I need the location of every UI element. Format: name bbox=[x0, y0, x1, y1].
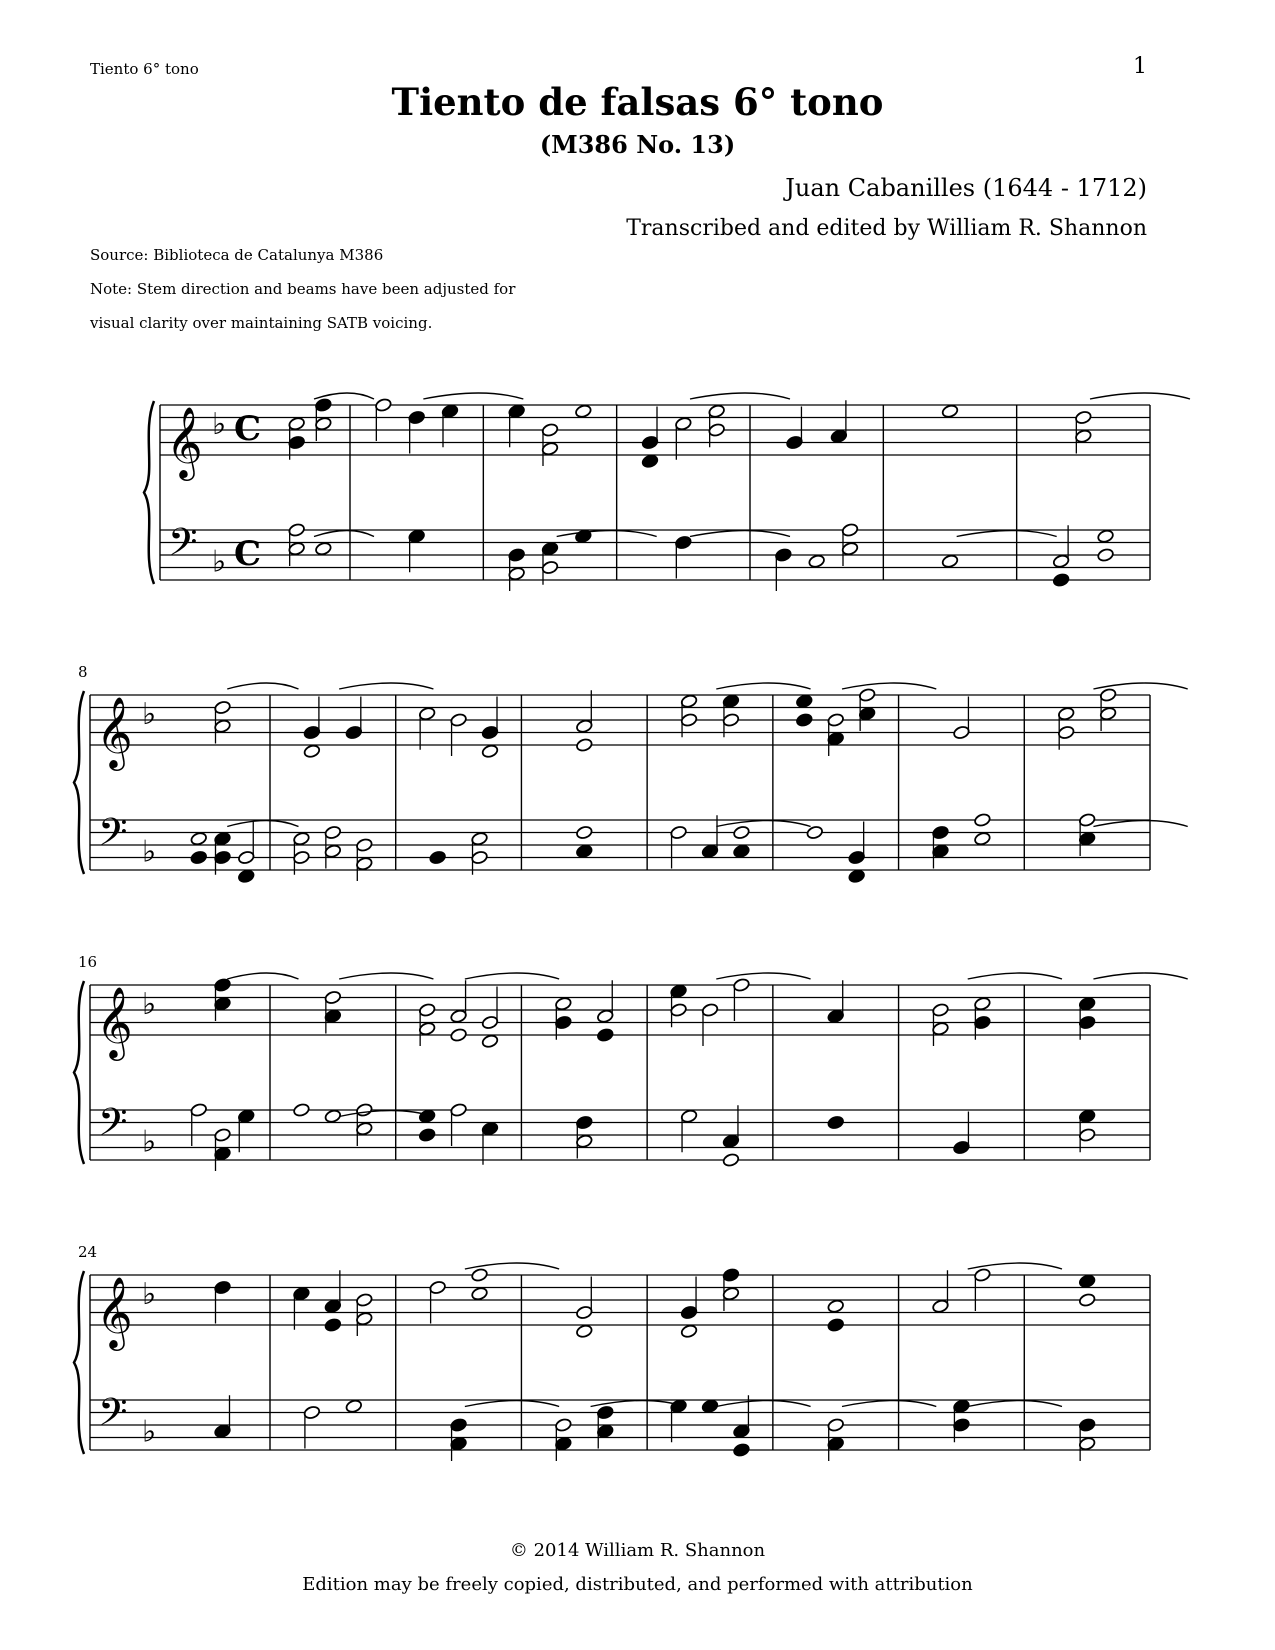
tie bbox=[227, 821, 298, 827]
treble-note bbox=[555, 996, 573, 1011]
treble-note bbox=[418, 1021, 436, 1036]
bass-note bbox=[508, 548, 526, 563]
treble-note bbox=[596, 1009, 614, 1024]
bass-note bbox=[733, 844, 751, 859]
tie bbox=[1093, 821, 1187, 827]
key-signature-flat: ♭ bbox=[142, 1276, 157, 1312]
treble-note bbox=[418, 706, 436, 721]
treble-note bbox=[680, 1305, 698, 1320]
treble-note bbox=[541, 441, 559, 456]
treble-note bbox=[293, 1286, 311, 1301]
bass-note bbox=[575, 1115, 593, 1130]
copyright: © 2014 William R. Shannon bbox=[509, 1540, 766, 1561]
bass-note bbox=[214, 1128, 232, 1143]
key-signature-flat: ♭ bbox=[212, 406, 227, 442]
treble-note bbox=[722, 694, 740, 709]
bass-note bbox=[733, 1424, 751, 1439]
tie bbox=[423, 393, 523, 399]
bass-note bbox=[408, 529, 426, 544]
treble-note bbox=[953, 725, 971, 740]
bass-note bbox=[214, 850, 232, 865]
treble-note bbox=[575, 738, 593, 753]
treble-note bbox=[1078, 1015, 1096, 1030]
treble-note bbox=[315, 398, 333, 413]
bass-note bbox=[1078, 1109, 1096, 1124]
bass-note bbox=[575, 844, 593, 859]
treble-clef: 𝄞 bbox=[96, 1275, 133, 1348]
treble-note bbox=[1075, 429, 1093, 444]
treble-note bbox=[324, 1009, 342, 1024]
bass-note bbox=[508, 566, 526, 581]
treble-note bbox=[827, 1318, 845, 1333]
treble-note bbox=[324, 1318, 342, 1333]
treble-note bbox=[827, 1299, 845, 1314]
treble-note bbox=[481, 1034, 499, 1049]
bass-note bbox=[670, 825, 688, 840]
treble-note bbox=[441, 404, 459, 419]
treble-note bbox=[575, 404, 593, 419]
tie bbox=[465, 1263, 559, 1269]
treble-note bbox=[733, 978, 751, 993]
bass-note bbox=[670, 1399, 688, 1414]
arranger: Transcribed and edited by William R. Shannon bbox=[626, 216, 1147, 241]
treble-note bbox=[214, 996, 232, 1011]
treble-note bbox=[670, 1003, 688, 1018]
bass-note bbox=[1078, 813, 1096, 828]
bass-note bbox=[450, 1418, 468, 1433]
treble-note bbox=[1057, 725, 1075, 740]
treble-note bbox=[827, 713, 845, 728]
bass-note bbox=[541, 560, 559, 575]
tie bbox=[968, 973, 1062, 979]
bass-clef: 𝄢 bbox=[98, 1389, 128, 1444]
system-brace bbox=[144, 401, 154, 584]
source-note: Source: Biblioteca de Catalunya M386 bbox=[90, 246, 384, 264]
bass-note bbox=[932, 844, 950, 859]
treble-note bbox=[786, 435, 804, 450]
bass-note bbox=[722, 1134, 740, 1149]
page-number: 1 bbox=[1133, 54, 1147, 79]
key-signature-flat: ♭ bbox=[142, 1414, 157, 1450]
treble-note bbox=[1057, 706, 1075, 721]
bass-note bbox=[345, 1399, 363, 1414]
tie bbox=[339, 973, 433, 979]
bass-note bbox=[303, 1405, 321, 1420]
treble-note bbox=[408, 410, 426, 425]
treble-note bbox=[450, 1028, 468, 1043]
bass-note bbox=[190, 850, 208, 865]
system-brace bbox=[74, 981, 84, 1164]
bass-note bbox=[680, 1109, 698, 1124]
tie bbox=[314, 393, 374, 399]
bass-note bbox=[237, 1109, 255, 1124]
bass-note bbox=[481, 1121, 499, 1136]
treble-note bbox=[795, 694, 813, 709]
tie bbox=[557, 531, 657, 537]
bass-note bbox=[293, 850, 311, 865]
system-brace bbox=[74, 1271, 84, 1454]
tie bbox=[591, 1401, 685, 1407]
treble-clef: 𝄞 bbox=[166, 405, 203, 478]
bass-note bbox=[418, 1109, 436, 1124]
treble-note bbox=[288, 416, 306, 431]
bass-note bbox=[293, 831, 311, 846]
tie bbox=[842, 683, 936, 689]
bass-note bbox=[675, 535, 693, 550]
treble-note bbox=[1099, 706, 1117, 721]
treble-note bbox=[722, 1286, 740, 1301]
treble-note bbox=[303, 725, 321, 740]
bass-note bbox=[1078, 1418, 1096, 1433]
tie bbox=[339, 683, 433, 689]
bass-note bbox=[953, 1418, 971, 1433]
tie bbox=[1090, 393, 1190, 399]
bass-note bbox=[1052, 573, 1070, 588]
bass-note bbox=[355, 838, 373, 853]
key-signature-flat: ♭ bbox=[212, 544, 227, 580]
bass-note bbox=[848, 850, 866, 865]
bass-note bbox=[596, 1405, 614, 1420]
time-signature: C bbox=[234, 534, 262, 574]
tie bbox=[690, 531, 790, 537]
treble-note bbox=[575, 1305, 593, 1320]
treble-note bbox=[941, 404, 959, 419]
bass-note bbox=[974, 813, 992, 828]
bass-note bbox=[1097, 529, 1115, 544]
treble-note bbox=[827, 731, 845, 746]
bass-note bbox=[355, 856, 373, 871]
treble-note bbox=[355, 1311, 373, 1326]
bass-note bbox=[596, 1424, 614, 1439]
bass-note bbox=[555, 1418, 573, 1433]
treble-note bbox=[288, 435, 306, 450]
tie bbox=[716, 683, 810, 689]
bass-note bbox=[806, 825, 824, 840]
treble-note bbox=[345, 725, 363, 740]
piece-subtitle: (M386 No. 13) bbox=[539, 130, 736, 159]
treble-note bbox=[214, 719, 232, 734]
bass-note bbox=[848, 869, 866, 884]
treble-note bbox=[555, 1015, 573, 1030]
tie bbox=[227, 973, 298, 979]
treble-note bbox=[827, 1009, 845, 1024]
tie bbox=[314, 531, 374, 537]
bass-note bbox=[293, 1103, 311, 1118]
bass-note bbox=[190, 831, 208, 846]
treble-note bbox=[641, 454, 659, 469]
treble-note bbox=[471, 1286, 489, 1301]
tie bbox=[1093, 973, 1187, 979]
tie bbox=[842, 1401, 936, 1407]
tie bbox=[957, 531, 1057, 537]
piece-title: Tiento de falsas 6° tono bbox=[391, 80, 884, 124]
bass-note bbox=[1078, 831, 1096, 846]
bass-note bbox=[214, 831, 232, 846]
bass-note bbox=[733, 825, 751, 840]
treble-note bbox=[481, 1015, 499, 1030]
measure-number: 24 bbox=[78, 1243, 98, 1261]
tie bbox=[968, 1401, 1062, 1407]
treble-note bbox=[722, 713, 740, 728]
bass-note bbox=[471, 850, 489, 865]
treble-note bbox=[641, 435, 659, 450]
tie bbox=[716, 973, 810, 979]
bass-note bbox=[575, 825, 593, 840]
license-notice: Edition may be freely copied, distributed, and performed with attribution bbox=[302, 1574, 973, 1595]
treble-note bbox=[932, 1299, 950, 1314]
bass-note bbox=[701, 844, 719, 859]
bass-note bbox=[841, 541, 859, 556]
treble-note bbox=[575, 719, 593, 734]
bass-clef: 𝄢 bbox=[98, 1099, 128, 1154]
treble-note bbox=[858, 688, 876, 703]
treble-note bbox=[508, 404, 526, 419]
system-brace bbox=[74, 691, 84, 874]
treble-note bbox=[701, 1003, 719, 1018]
treble-note bbox=[471, 1268, 489, 1283]
editorial-note-line-2: visual clarity over maintaining SATB voicing. bbox=[90, 314, 433, 332]
treble-note bbox=[974, 996, 992, 1011]
bass-note bbox=[827, 1418, 845, 1433]
bass-note bbox=[324, 1109, 342, 1124]
tie bbox=[227, 683, 298, 689]
treble-note bbox=[1078, 1274, 1096, 1289]
bass-note bbox=[541, 541, 559, 556]
treble-note bbox=[680, 694, 698, 709]
bass-note bbox=[941, 554, 959, 569]
treble-note bbox=[481, 744, 499, 759]
bass-note bbox=[953, 1399, 971, 1414]
tie bbox=[690, 393, 790, 399]
bass-note bbox=[214, 1424, 232, 1439]
treble-note bbox=[680, 1324, 698, 1339]
bass-note bbox=[237, 869, 255, 884]
bass-note bbox=[190, 1103, 208, 1118]
treble-note bbox=[355, 1293, 373, 1308]
treble-note bbox=[974, 1268, 992, 1283]
bass-note bbox=[775, 548, 793, 563]
bass-note bbox=[722, 1153, 740, 1168]
treble-note bbox=[1078, 996, 1096, 1011]
treble-note bbox=[858, 706, 876, 721]
bass-note bbox=[932, 825, 950, 840]
tie bbox=[716, 1401, 810, 1407]
bass-note bbox=[324, 844, 342, 859]
bass-note bbox=[355, 1121, 373, 1136]
bass-note bbox=[288, 541, 306, 556]
treble-note bbox=[324, 1299, 342, 1314]
treble-note bbox=[481, 725, 499, 740]
bass-note bbox=[575, 1134, 593, 1149]
bass-note bbox=[288, 523, 306, 538]
bass-note bbox=[1078, 1436, 1096, 1451]
measure-number: 16 bbox=[78, 953, 98, 971]
treble-note bbox=[1078, 1293, 1096, 1308]
treble-note bbox=[214, 1280, 232, 1295]
bass-note bbox=[237, 850, 255, 865]
treble-note bbox=[429, 1280, 447, 1295]
treble-note bbox=[830, 429, 848, 444]
bass-note bbox=[324, 825, 342, 840]
measure-number: 8 bbox=[78, 663, 88, 681]
bass-note bbox=[701, 1399, 719, 1414]
editorial-note-line-1: Note: Stem direction and beams have been adjusted for bbox=[90, 280, 516, 298]
treble-note bbox=[974, 1015, 992, 1030]
bass-clef: 𝄢 bbox=[98, 809, 128, 864]
bass-note bbox=[733, 1443, 751, 1458]
tie bbox=[716, 821, 810, 827]
treble-note bbox=[324, 990, 342, 1005]
treble-note bbox=[1075, 410, 1093, 425]
bass-note bbox=[450, 1436, 468, 1451]
treble-note bbox=[795, 713, 813, 728]
key-signature-flat: ♭ bbox=[142, 834, 157, 870]
treble-note bbox=[708, 423, 726, 438]
bass-note bbox=[974, 831, 992, 846]
tie bbox=[465, 973, 559, 979]
treble-note bbox=[722, 1268, 740, 1283]
treble-note bbox=[450, 1009, 468, 1024]
bass-note bbox=[1078, 1128, 1096, 1143]
time-signature: C bbox=[234, 409, 262, 449]
bass-note bbox=[315, 541, 333, 556]
bass-note bbox=[841, 523, 859, 538]
treble-note bbox=[541, 423, 559, 438]
key-signature-flat: ♭ bbox=[142, 696, 157, 732]
running-header: Tiento 6° tono bbox=[90, 60, 199, 78]
bass-note bbox=[555, 1436, 573, 1451]
bass-note bbox=[429, 850, 447, 865]
treble-note bbox=[708, 404, 726, 419]
treble-note bbox=[303, 744, 321, 759]
bass-note bbox=[1097, 548, 1115, 563]
treble-clef: 𝄞 bbox=[96, 695, 133, 768]
bass-note bbox=[808, 554, 826, 569]
tie bbox=[465, 1401, 559, 1407]
bass-note bbox=[214, 1146, 232, 1161]
treble-clef: 𝄞 bbox=[96, 985, 133, 1058]
treble-note bbox=[315, 416, 333, 431]
treble-note bbox=[1099, 688, 1117, 703]
treble-note bbox=[418, 1003, 436, 1018]
tie bbox=[339, 1111, 433, 1117]
tie bbox=[968, 1263, 1062, 1269]
bass-note bbox=[418, 1128, 436, 1143]
treble-note bbox=[675, 416, 693, 431]
composer: Juan Cabanilles (1644 - 1712) bbox=[785, 174, 1147, 202]
bass-note bbox=[827, 1436, 845, 1451]
treble-note bbox=[375, 398, 393, 413]
treble-note bbox=[932, 1003, 950, 1018]
bass-note bbox=[450, 1103, 468, 1118]
bass-note bbox=[827, 1115, 845, 1130]
bass-note bbox=[953, 1140, 971, 1155]
key-signature-flat: ♭ bbox=[142, 1124, 157, 1160]
treble-note bbox=[670, 984, 688, 999]
treble-note bbox=[214, 700, 232, 715]
key-signature-flat: ♭ bbox=[142, 986, 157, 1022]
bass-note bbox=[355, 1103, 373, 1118]
bass-note bbox=[1052, 554, 1070, 569]
bass-clef: 𝄢 bbox=[168, 519, 198, 574]
treble-note bbox=[214, 978, 232, 993]
treble-note bbox=[932, 1021, 950, 1036]
treble-note bbox=[680, 713, 698, 728]
tie bbox=[1093, 683, 1187, 689]
treble-note bbox=[450, 713, 468, 728]
treble-note bbox=[596, 1028, 614, 1043]
treble-note bbox=[575, 1324, 593, 1339]
bass-note bbox=[471, 831, 489, 846]
